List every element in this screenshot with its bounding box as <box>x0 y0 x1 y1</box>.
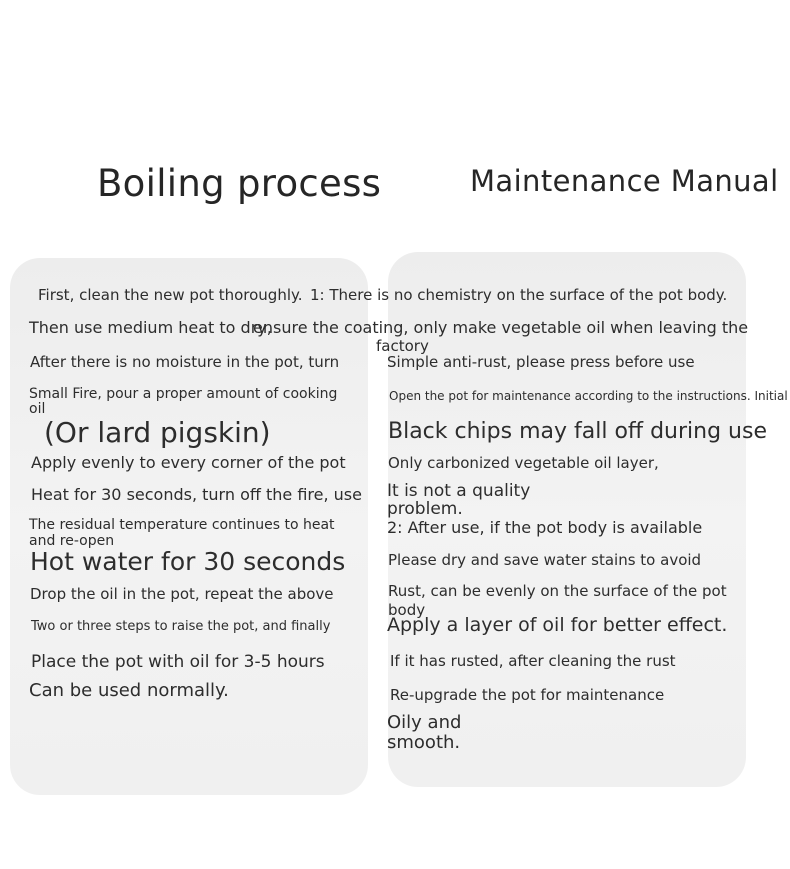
maintenance-line: Re-upgrade the pot for maintenance <box>390 686 665 704</box>
boiling-step-line: After there is no moisture in the pot, turn <box>30 353 340 371</box>
maintenance-line: If it has rusted, after cleaning the rust <box>390 652 676 670</box>
boiling-process-title: Boiling process <box>97 162 382 205</box>
boiling-step-line: The residual temperature continues to heat <box>29 517 335 533</box>
maintenance-line: 1: There is no chemistry on the surface of the pot body. <box>310 286 728 304</box>
maintenance-line: Oily and <box>387 712 462 733</box>
boiling-step-line: Drop the oil in the pot, repeat the above <box>30 585 334 603</box>
boiling-step-line: and re-open <box>29 533 115 549</box>
boiling-step-line: Then use medium heat to dry, <box>29 318 272 337</box>
boiling-step-line: Heat for 30 seconds, turn off the fire, use <box>31 485 362 504</box>
maintenance-line: It is not a quality <box>387 481 531 501</box>
maintenance-line: body <box>388 601 426 619</box>
maintenance-line: 2: After use, if the pot body is available <box>387 518 703 537</box>
boiling-step-line: First, clean the new pot thoroughly. <box>38 286 303 304</box>
maintenance-manual-title: Maintenance Manual <box>470 164 779 198</box>
maintenance-line: Apply a layer of oil for better effect. <box>387 614 728 636</box>
maintenance-line: Open the pot for maintenance according to the instructions. Initial <box>389 389 788 403</box>
boiling-step-line: oil <box>29 401 46 417</box>
boiling-step-line: (Or lard pigskin) <box>44 416 271 449</box>
boiling-step-line: Place the pot with oil for 3-5 hours <box>31 652 325 672</box>
boiling-step-line: Can be used normally. <box>29 680 229 701</box>
boiling-step-line: Apply evenly to every corner of the pot <box>31 453 346 472</box>
maintenance-line: Black chips may fall off during use <box>388 419 767 444</box>
maintenance-line: smooth. <box>387 732 461 753</box>
maintenance-line: Please dry and save water stains to avoid <box>388 551 702 569</box>
maintenance-line: Simple anti-rust, please press before use <box>387 353 695 371</box>
maintenance-line: Rust, can be evenly on the surface of the pot <box>388 582 727 600</box>
boiling-step-line: Small Fire, pour a proper amount of cooking <box>29 386 338 402</box>
boiling-step-line: Two or three steps to raise the pot, and finally <box>31 619 331 634</box>
boiling-step-line: Hot water for 30 seconds <box>30 547 346 576</box>
maintenance-line: problem. <box>387 499 463 519</box>
maintenance-line: Only carbonized vegetable oil layer, <box>388 454 659 472</box>
maintenance-line: ensure the coating, only make vegetable oil when leaving the <box>253 318 749 337</box>
maintenance-line: factory <box>376 337 429 355</box>
